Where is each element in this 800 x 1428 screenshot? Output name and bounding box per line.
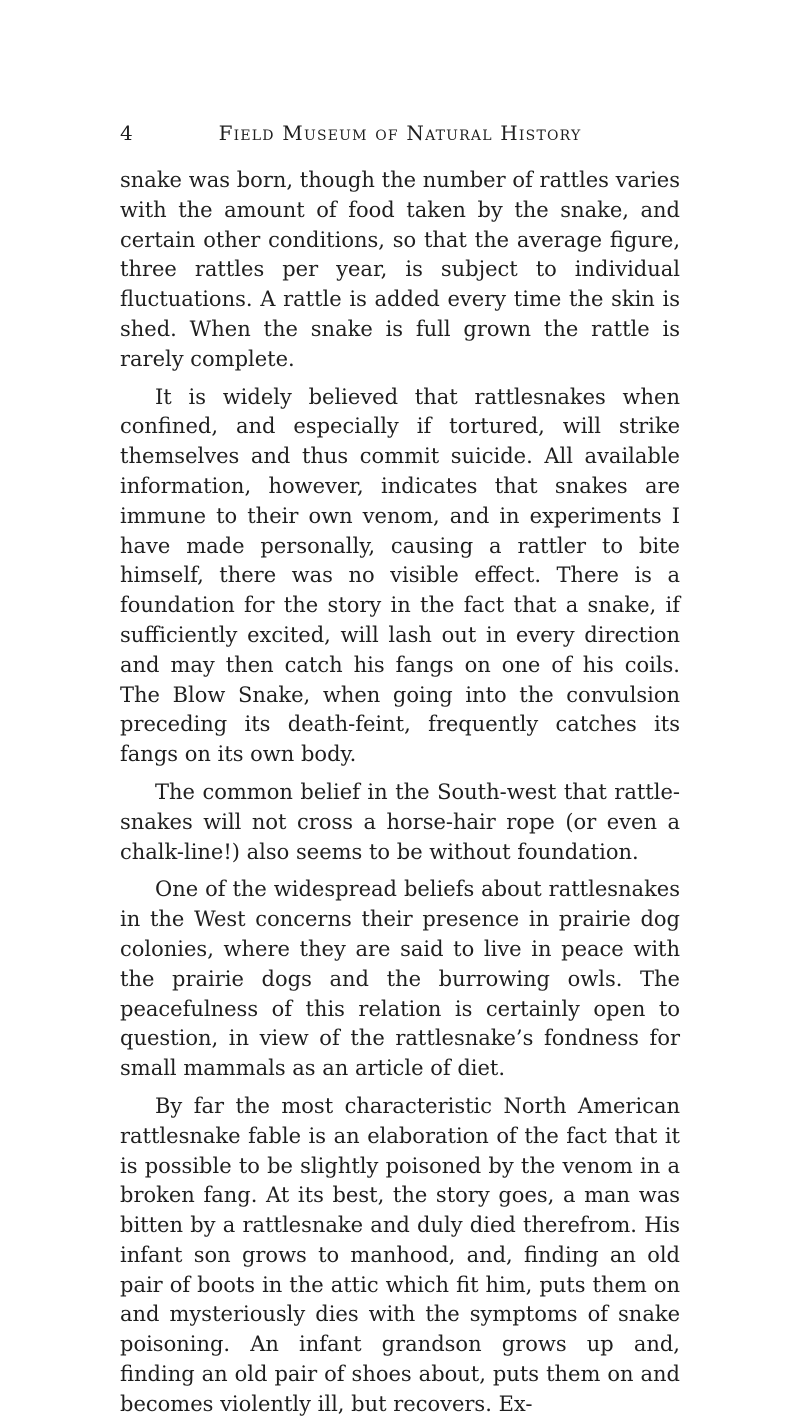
paragraph-2: It is widely believed that rattlesnakes when confined, and especially if tortured, will strike themselves and thus commit suicide. All available information, however, indicates that snakes are immune to their own venom, and in experiments I have made personally, causing a rattler to bite himself, there was no visible effect. There is a foundation for the story in the fact that a snake, if sufficiently excited, will lash out in every direction and may then catch his fangs on one of his coils. The Blow Snake, when going into the convulsion preceding its death-feint, frequently catches its fangs on its own body.	[120, 384, 680, 767]
running-title: Field Museum of Natural History	[218, 121, 582, 145]
paragraph-1: snake was born, though the number of rattles varies with the amount of food taken by the snake, and certain other conditions, so that the average figure, three rattles per year, is subject to individual fluctuations. A rattle is added every time the skin is shed. When the snake is full grown the rattle is rarely complete.	[120, 168, 680, 371]
running-head	[120, 118, 680, 148]
body-text	[120, 166, 680, 1428]
paragraph-4: One of the widespread beliefs about rattlesnakes in the West concerns their presence in prairie dog colonies, where they are said to live in peace with the prairie dogs and the burrowing owls. The peacefulness of this relation is certainly open to question, in view of the rattlesnake’s fondness for small mammals as an article of diet.	[120, 877, 680, 1081]
paragraph-3: The common belief in the South-west that rattlesnakes will not cross a horse-hair rope (or even a chalk-line!) also seems to be without foundation.	[120, 779, 680, 864]
paragraph-5: By far the most characteristic North American rattlesnake fable is an elaboration of the fact that it is possible to be slightly poisoned by the venom in a broken fang. At its best, the story goes, a man was bitten by a rattlesnake and duly died therefrom. His infant son grows to manhood, and, finding an old pair of boots in the attic which fit him, puts them on and mysteriously dies with the symptoms of snake poisoning. An infant grandson grows up and, finding an old pair of shoes about, puts them on and becomes violently ill, but recovers. Ex-	[120, 1093, 680, 1416]
page-number: 4	[120, 121, 133, 145]
